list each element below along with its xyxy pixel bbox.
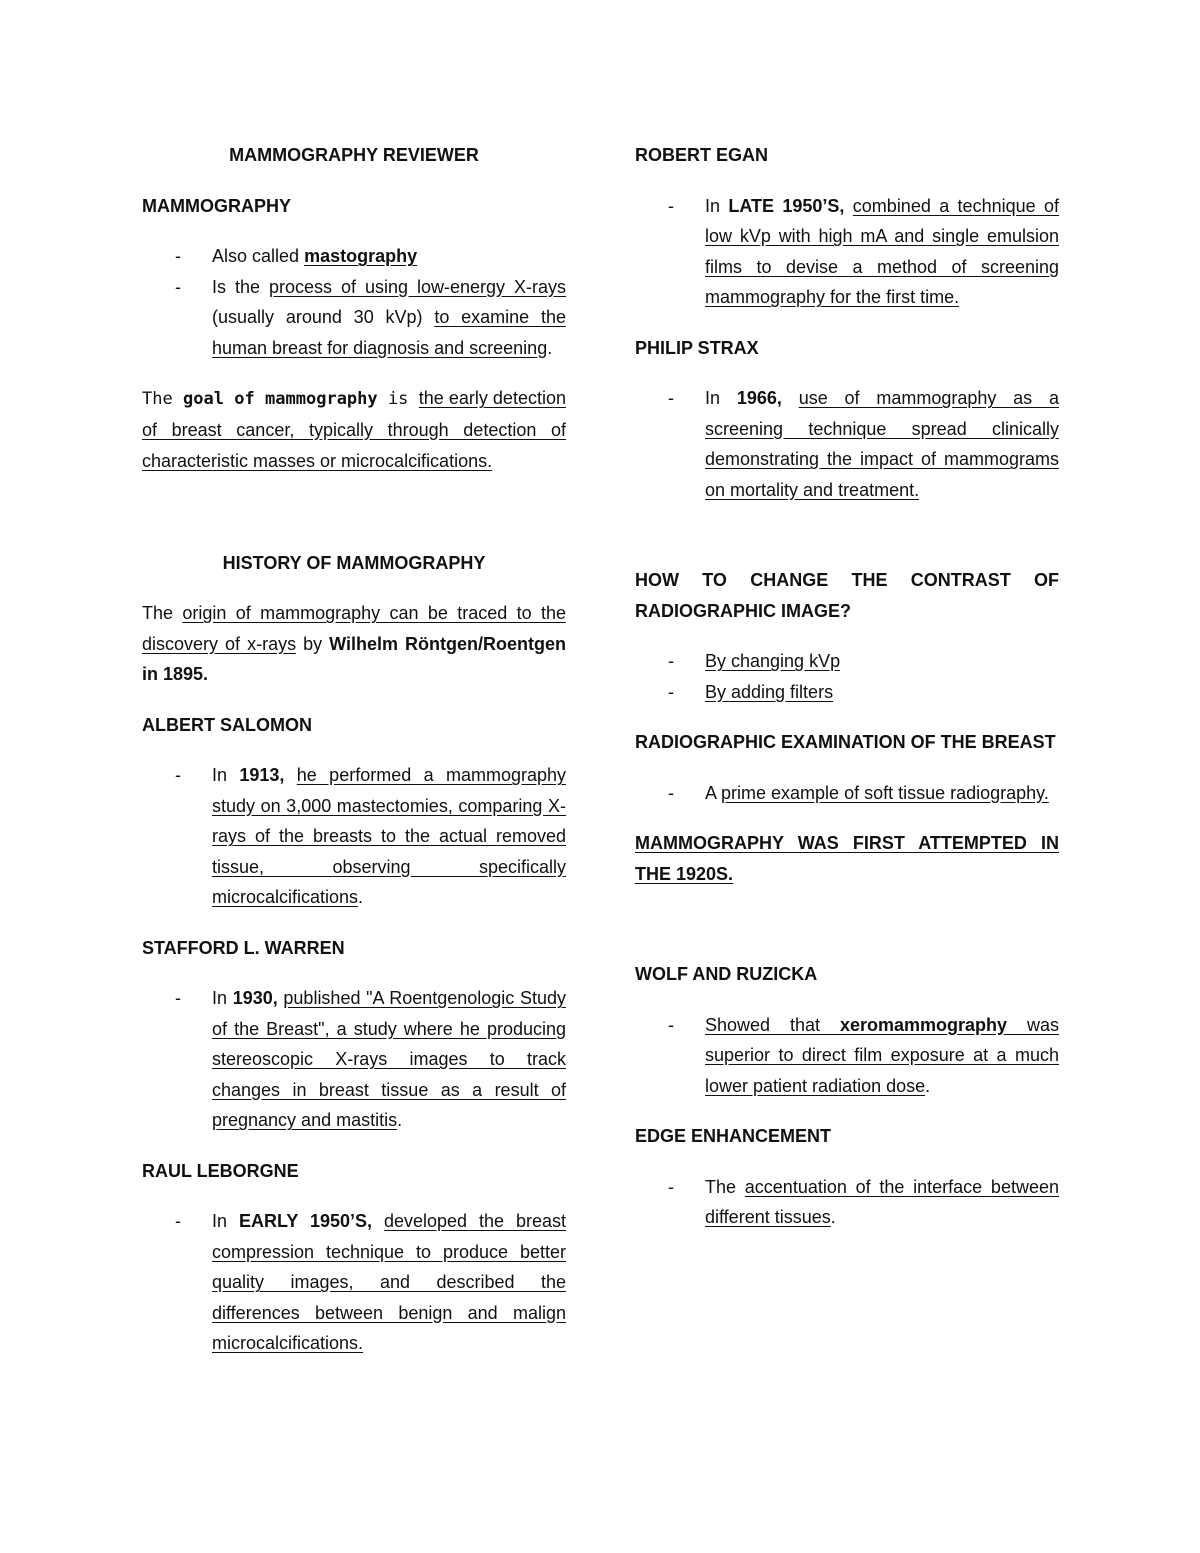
section-heading-salomon: ALBERT SALOMON xyxy=(142,714,312,735)
goal-paragraph: The goal of mammography is the early detection of breast cancer, typically through detection of characteristic masses or microcalcifications. xyxy=(142,388,566,471)
section-heading-egan: ROBERT EGAN xyxy=(635,145,769,165)
list-item: - In 1930, published "A Roentgenologic Study of the Breast", a study where he producing stereoscopic X-rays images to track changes in breast tissue as a result of pregnancy and mastitis. xyxy=(142,983,566,1136)
section-heading-history: HISTORY OF MAMMOGRAPHY xyxy=(222,552,486,573)
list-item: - The accentuation of the interface between different tissues. xyxy=(635,1172,1059,1233)
salomon-list xyxy=(142,760,566,913)
section-heading-wolf: WOLF AND RUZICKA xyxy=(635,964,818,984)
list-item: - In EARLY 1950’S, developed the breast compression technique to produce better quality images, and described the differences between benign and malign microcalcifications. xyxy=(142,1206,566,1359)
list-item: - In 1966, use of mammography as a screening technique spread clinically demonstrating the impact of mammograms on mortality and treatment. xyxy=(635,383,1059,505)
exam-list xyxy=(635,778,1059,809)
history-paragraph: The origin of mammography can be traced to the discovery of x-rays by Wilhelm Röntgen/Roentgen in 1895. xyxy=(142,603,567,684)
leborgne-list xyxy=(142,1206,566,1359)
list-item: - Showed that xeromammography was superior to direct film exposure at a much lower patient radiation dose. xyxy=(635,1010,1059,1102)
section-heading-mammography: MAMMOGRAPHY xyxy=(142,195,291,216)
wolf-list xyxy=(635,1010,1059,1102)
spacer xyxy=(142,498,566,548)
term-mastography: mastography xyxy=(304,246,418,266)
section-heading-leborgne: RAUL LEBORGNE xyxy=(142,1160,299,1181)
right-column xyxy=(635,140,1059,1253)
warren-list xyxy=(142,983,566,1136)
section-heading-contrast: HOW TO CHANGE THE CONTRAST OF RADIOGRAPHIC IMAGE? xyxy=(635,570,1059,621)
spacer xyxy=(635,909,1059,959)
strax-list xyxy=(635,383,1059,505)
section-heading-edge: EDGE ENHANCEMENT xyxy=(635,1126,832,1146)
list-item: - Is the process of using low-energy X-rays (usually around 30 kVp) to examine the human breast for diagnosis and screening. xyxy=(142,272,566,364)
section-heading-strax: PHILIP STRAX xyxy=(635,337,759,358)
left-column xyxy=(142,140,566,1379)
list-item: - In 1913, he performed a mammography study on 3,000 mastectomies, comparing X-rays of the breasts to the actual removed tissue, observing specifically microcalcifications. xyxy=(142,760,566,913)
mammography-list xyxy=(142,241,566,363)
spacer xyxy=(635,525,1059,565)
list-item: - A prime example of soft tissue radiography. xyxy=(635,778,1059,809)
list-item: - Also called mastography xyxy=(142,241,566,272)
document-title: MAMMOGRAPHY REVIEWER xyxy=(229,145,479,165)
section-heading-attempt: MAMMOGRAPHY WAS FIRST ATTEMPTED IN THE 1920S. xyxy=(635,833,1059,884)
list-item: - In LATE 1950’S, combined a technique of low kVp with high mA and single emulsion films to devise a method of screening mammography for the first time. xyxy=(635,191,1059,313)
egan-list xyxy=(635,191,1059,313)
list-item: - By adding filters xyxy=(635,677,1059,708)
edge-list xyxy=(635,1172,1059,1233)
section-heading-exam: RADIOGRAPHIC EXAMINATION OF THE BREAST xyxy=(635,732,1056,752)
section-heading-warren: STAFFORD L. WARREN xyxy=(142,937,345,958)
contrast-list xyxy=(635,646,1059,707)
list-item: - By changing kVp xyxy=(635,646,1059,677)
